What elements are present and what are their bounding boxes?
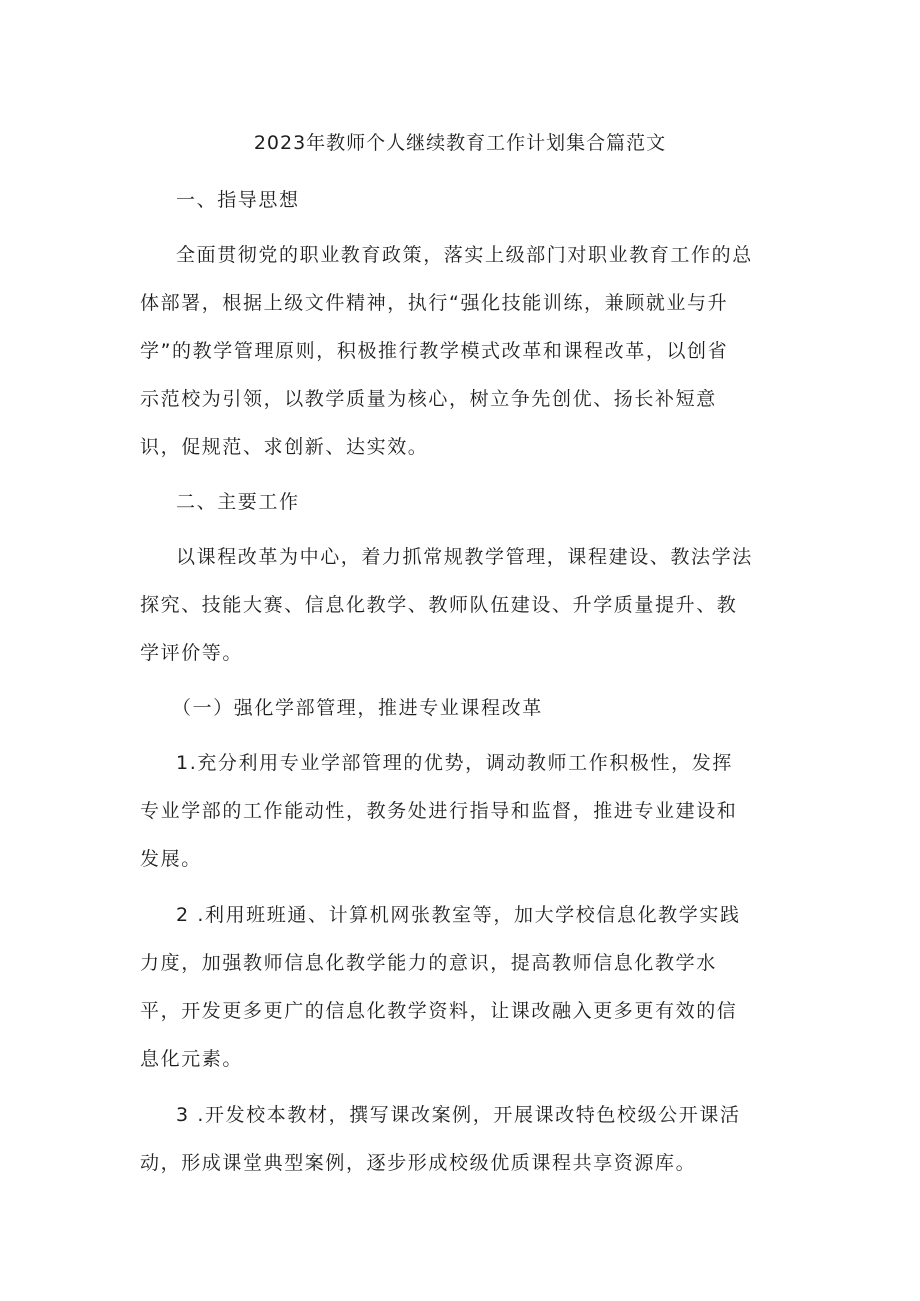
list-item-line: 发展。: [140, 848, 202, 870]
document-title: 2023年教师个人继续教育工作计划集合篇范文: [253, 132, 667, 154]
paragraph-line: 全面贯彻党的职业教育政策，落实上级部门对职业教育工作的总: [176, 244, 753, 266]
list-item-line: 动，形成课堂典型案例，逐步形成校级优质课程共享资源库。: [140, 1152, 697, 1174]
list-item-line: 3 .开发校本教材，撰写课改案例，开展课改特色校级公开课活: [176, 1104, 741, 1126]
paragraph-line: 以课程改革为中心，着力抓常规教学管理，课程建设、教法学法: [176, 546, 753, 568]
list-item-line: 专业学部的工作能动性，教务处进行指导和监督，推进专业建设和: [140, 800, 738, 822]
paragraph-line: 探究、技能大赛、信息化教学、教师队伍建设、升学质量提升、教: [140, 594, 738, 616]
list-item-line: 平，开发更多更广的信息化教学资料，让课改融入更多更有效的信: [140, 1000, 738, 1022]
paragraph-line: 识，促规范、求创新、达实效。: [140, 436, 429, 458]
section-heading: 一、指导思想: [176, 189, 300, 211]
paragraph-line: 学”的教学管理原则，积极推行教学模式改革和课程改革，以创省: [140, 340, 729, 362]
list-item-line: 2 .利用班班通、计算机网张教室等，加大学校信息化教学实践: [176, 904, 741, 926]
subsection-heading: （一）强化学部管理，推进专业课程改革: [172, 697, 543, 719]
paragraph-line: 体部署，根据上级文件精神，执行“强化技能训练，兼顾就业与升: [140, 292, 729, 314]
list-item-line: 力度，加强教师信息化教学能力的意识，提高教师信息化教学水: [140, 952, 717, 974]
paragraph-line: 示范校为引领，以教学质量为核心，树立争先创优、扬长补短意: [140, 388, 717, 410]
paragraph-line: 学评价等。: [140, 642, 244, 664]
list-item-line: 1.充分利用专业学部管理的优势，调动教师工作积极性，发挥: [176, 752, 733, 774]
section-heading: 二、主要工作: [176, 491, 300, 513]
list-item-line: 息化元素。: [140, 1048, 244, 1070]
